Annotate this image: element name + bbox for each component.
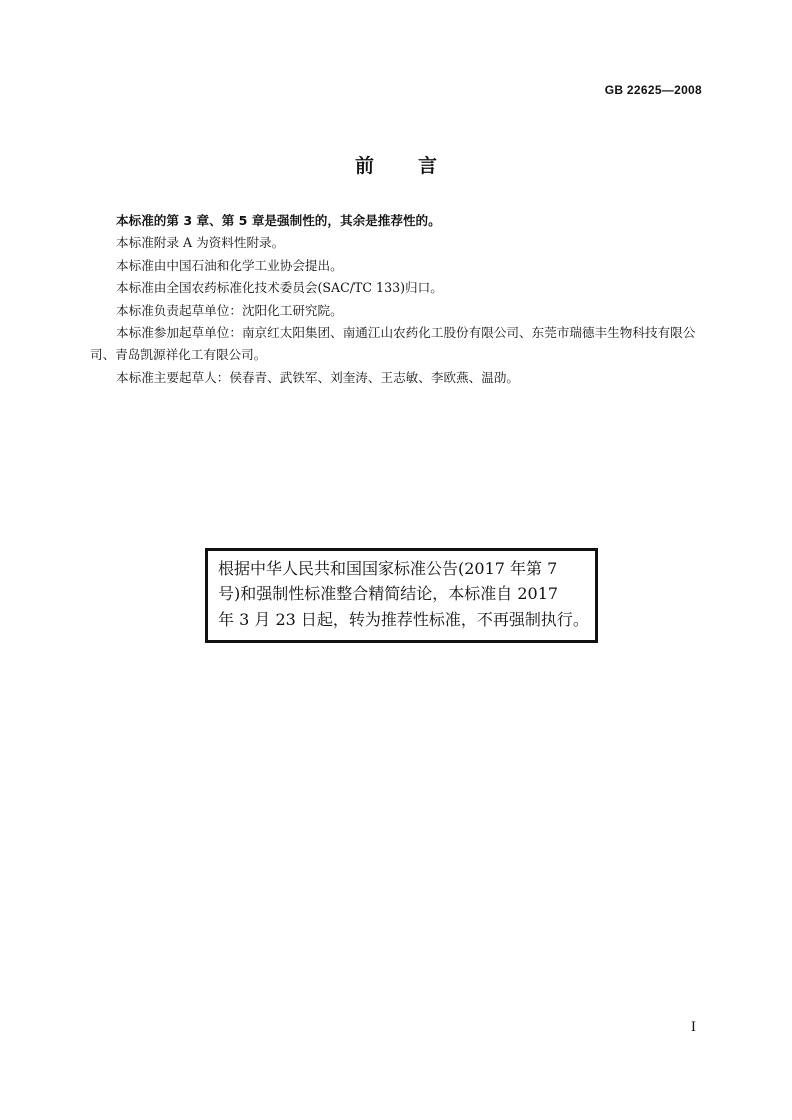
foreword-body <box>90 210 702 389</box>
notice-line: 号)和强制性标准整合精简结论，本标准自 2017 <box>218 584 559 604</box>
notice-line: 年 3 月 23 日起，转为推荐性标准，不再强制执行。 <box>218 609 589 629</box>
paragraph-mandatory-chapters: 本标准的第 3 章、第 5 章是强制性的，其余是推荐性的。 <box>116 213 441 228</box>
notice-box <box>205 548 598 643</box>
paragraph-committee: 本标准由全国农药标准化技术委员会(SAC/TC 133)归口。 <box>116 280 443 296</box>
notice-line: 根据中华人民共和国国家标准公告(2017 年第 7 <box>218 559 558 578</box>
paragraph-responsible-drafter: 本标准负责起草单位：沈阳化工研究院。 <box>116 302 343 318</box>
page-number: I <box>690 1020 696 1035</box>
paragraph-proposer: 本标准由中国石油和化学工业协会提出。 <box>116 257 343 273</box>
page-title: 前言 <box>354 155 481 177</box>
standard-code: GB 22625—2008 <box>604 83 702 97</box>
paragraph-appendix: 本标准附录 A 为资料性附录。 <box>116 235 285 251</box>
paragraph-participating-drafters: 本标准参加起草单位：南京红太阳集团、南通江山农药化工股份有限公司、东莞市瑞德丰生物科技有限公司、青岛凯源祥化工有限公司。 <box>90 325 696 363</box>
paragraph-main-drafters: 本标准主要起草人：侯春青、武铁军、刘奎涛、王志敏、李欧燕、温劭。 <box>116 369 519 385</box>
